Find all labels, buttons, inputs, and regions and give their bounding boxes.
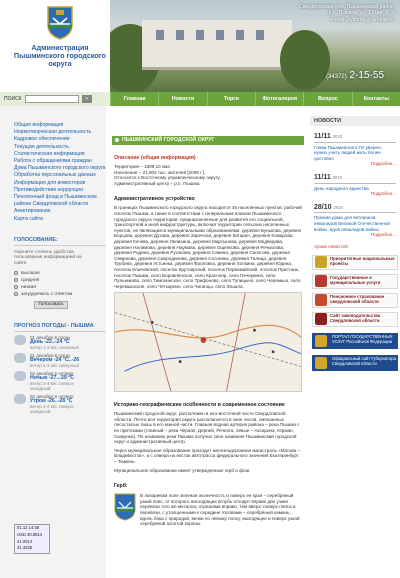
left-sidebar xyxy=(0,106,106,578)
right-sidebar xyxy=(310,106,400,578)
search-input[interactable] xyxy=(25,95,79,103)
radio-icon xyxy=(14,285,18,289)
emblem-icon xyxy=(315,275,327,287)
coat-of-arms-block xyxy=(114,493,302,527)
banner-link[interactable]: Сайт законодательства Свердловской области xyxy=(312,312,398,327)
sidebar-item[interactable]: Информация для инвесторов xyxy=(14,179,86,186)
poll-option[interactable]: высокая xyxy=(14,270,92,277)
banner-link[interactable]: Государственные и муниципальные услуги xyxy=(312,274,398,289)
weather-row: 02 декабря в четверг Ночью -27..-29 °С ветер 2-4 м/с северо-западный xyxy=(14,371,92,391)
weather-title: ПРОГНОЗ ПОГОДЫ - ПЫШМА xyxy=(14,323,106,332)
site-title: Администрация Пышминского городского округа xyxy=(13,43,107,68)
sidebar-item[interactable]: Кадровое обеспечение xyxy=(14,136,70,143)
district-map xyxy=(114,292,302,392)
poll xyxy=(14,250,92,309)
news-item: 28/10 2010 Премия дома для ветеранов, инвалидов Великой Отечественной войны, вдов инвалидов войны Подробно... xyxy=(314,203,396,238)
section-heading: Административное устройство xyxy=(114,196,195,203)
sidebar-item[interactable]: Текущая деятельность xyxy=(14,143,69,150)
email-link[interactable]: e-mail: pyshma@rambler.ru xyxy=(330,16,394,23)
poll-option[interactable]: затрудняюсь с ответом xyxy=(14,291,92,298)
read-more-link[interactable]: Подробно... xyxy=(370,161,396,167)
stats-block: Территория – 1899,10 км2. Население – 21,904 тыс. жителей [2009 г.]. Относится к Восточному управленческому округу. Административный центр – р.п. Пышма. xyxy=(114,164,221,186)
weather-icon xyxy=(14,353,26,363)
news-title: НОВОСТИ xyxy=(310,116,400,126)
coat-of-arms-icon xyxy=(47,6,73,40)
sidebar-item[interactable]: Пенсионный фонд в Пышминском районе Свердловской области xyxy=(14,194,97,208)
weather-row: 01 декабря в среду День -22..-24 °С ветер 1-3 м/с северный xyxy=(14,335,92,350)
news-link[interactable]: День народного единства xyxy=(314,185,369,191)
poll-title: ГОЛОСОВАНИЕ: xyxy=(14,237,106,246)
nav-auctions[interactable]: Торги xyxy=(207,92,255,106)
section-heading: Герб: xyxy=(114,483,128,490)
search-bar xyxy=(0,92,110,106)
weather-row: 02 декабря в четверг Утром -26..-28 °С ветер 2-4 м/с северо-западный xyxy=(14,394,92,414)
nav-contacts[interactable]: Контакты xyxy=(352,92,400,106)
sidebar-item[interactable]: Нормотворческая деятельность xyxy=(14,129,92,136)
search-button[interactable]: » xyxy=(82,95,92,103)
news-link[interactable]: Премия дома для ветеранов, инвалидов Великой Отечественной войны, вдов инвалидов войны xyxy=(314,215,390,232)
sidebar-item[interactable]: Обработка персональных данных xyxy=(14,172,96,179)
sidebar-item[interactable]: Дума Пышминского городского округа xyxy=(14,165,106,172)
emblem-icon xyxy=(315,313,327,325)
main-nav xyxy=(0,92,400,106)
banner-link[interactable]: Приоритетные национальные проекты xyxy=(312,255,398,270)
sidebar-item[interactable]: Карта сайта xyxy=(14,215,43,222)
emblem-icon xyxy=(315,294,327,306)
section-heading: Историко-географические особенности и современное состояние xyxy=(114,402,285,409)
news-item: 11/11 2010 День народного единства Подробно... xyxy=(314,173,396,197)
coat-of-arms-icon xyxy=(114,493,136,521)
paragraph: Через муниципальное образование проходит железнодорожная магистраль «Москва – Владивосток», а с севера на восток автотрасса федерального значения Екатеринбург – Тюмень. xyxy=(114,447,301,465)
header-address: Свердловская обл. Пышминский район р.п. Пышма, ул. 1 Мая, д. 2 e-mail: pyshma@rambler.ru xyxy=(276,4,394,23)
header xyxy=(0,0,400,92)
paragraph: В границах Пышминского городского округа находится 45 населенных пунктов: рабочий поселок Пышма, а также в соответствии с генеральным планом Пышминского городского округа территории, предназначенные для развития его социальной, транспортной и иной инфраструктуры, включая территории сельских населенных пунктов, не являющихся муниципальными образованиями: деревня Бунькова, деревня Борцова, деревня Духова, деревня Заречная, деревня Катарач, деревня Комарова, деревня Кочева, деревня Лепихина, деревня Мартынова, деревня Медведева, деревня Налимова, деревня Наумова, деревня Ощепкова, деревня Речкалова, деревня Родина, деревня Русакова, деревня Савина, деревня Сапогова, деревня Смирнова, деревня Смородинова, деревня Сосновка, деревня Талица, деревня Трубина, деревня Устьянка, деревня Фроловка, деревня Холкина, деревня Юдина, поселок Ключевской, поселок Крутоярский, поселок Первомайский, поселок Пристань, поселок Пышма, село Боровлянское, село Краснояр, село Печеркино, село Пульниково, село Тимохинское, село Трифоново, село Тупицыно, село Черемыш, село Черемышское, село Четкарино, село Чиганцы, село Юшала. xyxy=(114,205,302,289)
emblem-icon xyxy=(315,357,327,369)
news-link[interactable]: Глава Пышминского ГО уверен, нужно учить людей жить более достойно xyxy=(314,144,382,161)
governor-banner[interactable]: Официальный сайт Губернатора Свердловской области xyxy=(312,355,398,371)
read-more-link[interactable]: Подробно... xyxy=(370,191,396,197)
main-content xyxy=(106,106,310,578)
currency-counter[interactable]: 01.12 14:58 USD 30.8514 41.0014 31.3335 xyxy=(14,524,50,554)
search-label: ПОИСК xyxy=(4,96,22,102)
read-more-link[interactable]: Подробно... xyxy=(370,232,396,238)
gosuslugi-banner[interactable]: ПОРТАЛ ГОСУДАРСТВЕННЫХ УСЛУГ Российской Федерации xyxy=(312,333,398,349)
emblem-icon xyxy=(315,335,327,347)
sidebar-item[interactable]: Статистическая информация xyxy=(14,150,85,157)
sidebar-item[interactable]: Анкетирование xyxy=(14,208,51,215)
nav-home[interactable]: Главная xyxy=(110,92,158,106)
nav-news[interactable]: Новости xyxy=(158,92,206,106)
vote-button[interactable]: Голосовать xyxy=(34,301,68,309)
news-item: 11/11 2010 Глава Пышминского ГО уверен, нужно учить людей жить более достойно Подробно... xyxy=(314,133,396,167)
paragraph: Пышминский городской округ, расположен в юго-восточной части Свердловской области. Почти вся территория округа располагается в зоне лесов, смешанных лесостепью лишь в его южной части. Главная водная артерия района – река Пышма с ее притоками (главный – река Черная, Дерней, Речелга; левые – Аксарина, Юрман, Скакунка). По названию реки Пышма получил свое название Пышминский городской округ и административный центр. xyxy=(114,411,300,445)
emblem-icon xyxy=(315,256,327,268)
news-archive-link[interactable]: Архив новостей xyxy=(314,243,348,249)
weather-row: 01 декабря в среду Вечером -24 °С..-26 ветер 1-3 м/с северный xyxy=(14,353,92,368)
paragraph: В лазоревом поле зеленая оконечность и поверх ее края – серебряный узкий пояс, от которого нисходящие вглубь отходит вправо две узкие перевязи того же металла; отрезками вправо, тем вверх: поверх пояса и перевязи, с утолщенными к середине головами – серебряный камень, вдоль бока с природой, венки по левому поясу, выходящее и поверх узкой серебряной золотой короны. xyxy=(140,493,300,527)
nav-question[interactable]: Вопрос xyxy=(303,92,351,106)
weather-icon xyxy=(14,371,26,381)
paragraph: Муниципальное образование имеет утвержденные герб и флаг. xyxy=(114,467,251,473)
sidebar-item[interactable]: Работа с обращениями граждан xyxy=(14,158,92,165)
sidebar-item[interactable]: Общая информация xyxy=(14,122,64,128)
sidebar-item[interactable]: Противодействие коррупции xyxy=(14,186,83,193)
radio-icon xyxy=(14,271,18,275)
poll-question: Оцените степень удобства пользования информацией на сайте xyxy=(14,249,82,267)
section-heading: Описание (общая информация) xyxy=(114,155,196,161)
nav-gallery[interactable]: Фотогалерея xyxy=(255,92,303,106)
weather-icon xyxy=(14,394,26,404)
header-phone: (34372) 2-15-55 xyxy=(326,70,384,81)
poll-option[interactable]: низкая xyxy=(14,284,92,291)
page-title: ПЫШМИНСКИЙ ГОРОДСКОЙ ОКРУГ xyxy=(112,136,304,145)
weather-icon xyxy=(14,335,26,345)
header-photo xyxy=(110,0,400,92)
radio-icon xyxy=(14,278,18,282)
sidebar-menu xyxy=(0,106,106,223)
poll-option[interactable]: средняя xyxy=(14,277,92,284)
radio-icon xyxy=(14,292,18,296)
banner-link[interactable]: Пенсионное страхование свердловской области xyxy=(312,293,398,308)
site-logo[interactable] xyxy=(10,6,110,88)
